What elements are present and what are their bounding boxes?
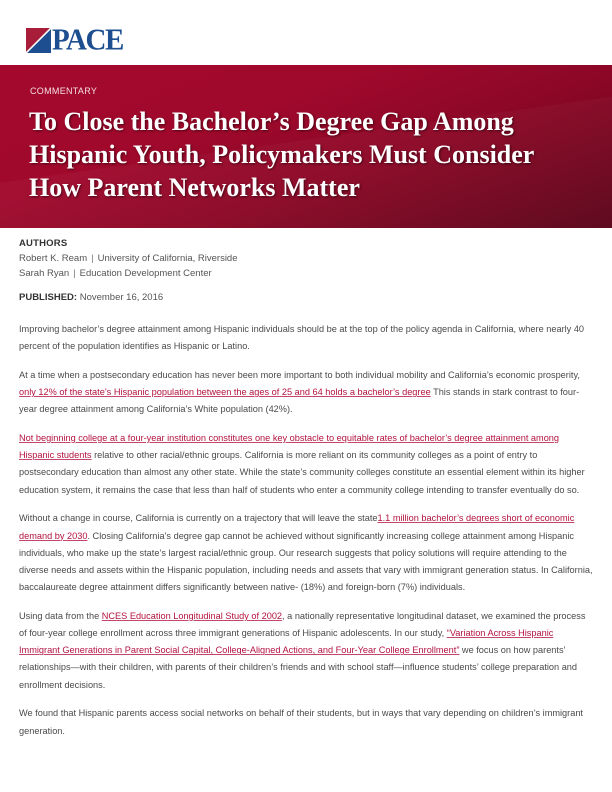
author-affiliation: University of California, Riverside	[97, 253, 238, 264]
paragraph-text: Without a change in course, California is currently on a trajectory that will leave the state	[19, 513, 378, 524]
pace-logo-text: PACE	[52, 23, 123, 57]
article-meta	[19, 238, 238, 303]
paragraph-text: relative to other racial/ethnic groups. California is more reliant on its community colleges as a point of entry to postsecondary education than almost any other state. While the state’s community colleges constitute an essential element within its higher education system, it remains the case that less than half of students who enter a community college intending to transfer eventually do so.	[19, 450, 585, 495]
paragraph-study	[19, 608, 594, 694]
paragraph-degree-gap	[19, 510, 594, 596]
paragraph-text: Improving bachelor’s degree attainment among Hispanic individuals should be at the top of the policy agenda in California, where nearly 40 percent of the population identifies as Hispanic or Latino.	[19, 324, 585, 352]
page-header	[0, 0, 612, 65]
article-title	[29, 105, 589, 204]
author-separator: |	[73, 268, 76, 279]
article-body	[19, 321, 594, 751]
paragraph-text: Using data from the	[19, 610, 102, 621]
paragraph-text: At a time when a postsecondary education has never been more important to both individual mobility and California’s economic prosperity,	[19, 369, 580, 380]
published-value: November 16, 2016	[79, 292, 164, 303]
author-entry	[19, 253, 238, 264]
paragraph-findings	[19, 705, 594, 739]
paragraph-text: We found that Hispanic parents access social networks on behalf of their students, but in ways that vary depending on children’s immigrant generation.	[19, 708, 583, 736]
paragraph-text: This stands in stark contrast to four-year degree attainment among California’s White population (42%).	[19, 387, 580, 415]
article-type-label: COMMENTARY	[30, 86, 98, 96]
paragraph-text: . Closing California’s degree gap cannot be achieved without significantly increasing college attainment among Hispanic individuals, who make up the state’s largest racial/ethnic group. Our research suggests that policy solutions will require attending to the diverse needs and assets within the Hispanic population, including needs and assets that vary with immigrant generation status. In California, baccalaureate degree attainment differs significantly between native- (18%) and foreign-born (7%) individuals.	[19, 530, 593, 593]
paragraph-intro	[19, 321, 594, 355]
published-label: PUBLISHED:	[19, 292, 78, 303]
link-four-year-institution-obstacle[interactable]: Not beginning college at a four-year institution constitutes one key obstacle to equitable rates of bachelor’s degree attainment among Hispanic students	[19, 433, 560, 461]
author-name: Robert K. Ream	[19, 253, 88, 264]
pace-logo-mark-icon	[26, 28, 51, 53]
published-date	[19, 292, 238, 303]
title-line: How Parent Networks Matter	[29, 173, 360, 202]
title-banner	[0, 65, 612, 228]
title-line: Hispanic Youth, Policymakers Must Consider	[29, 140, 535, 169]
link-degrees-short-2030[interactable]: 1.1 million bachelor’s degrees short of economic demand by 2030	[19, 513, 575, 541]
paragraph-text: we focus on how parents’ relationships—with their children, with parents of their children’s friends and with school staff—influence students’ college preparation and enrollment decisions.	[19, 645, 578, 690]
link-nces-els-2002[interactable]: NCES Education Longitudinal Study of 2002	[101, 610, 283, 621]
authors-heading: AUTHORS	[19, 238, 68, 249]
author-name: Sarah Ryan	[19, 268, 70, 279]
pace-logo[interactable]	[26, 23, 123, 57]
author-separator: |	[91, 253, 94, 264]
paragraph-community-college	[19, 430, 594, 499]
title-line: To Close the Bachelor’s Degree Gap Among	[29, 107, 514, 136]
author-affiliation: Education Development Center	[79, 268, 212, 279]
author-entry	[19, 268, 238, 279]
paragraph-attainment	[19, 367, 594, 419]
paragraph-text: , a nationally representative longitudinal dataset, we examined the process of four-year college enrollment across three immigrant generations of Hispanic adolescents. In our study,	[19, 610, 586, 639]
link-hispanic-bachelors-12pct[interactable]: only 12% of the state’s Hispanic population between the ages of 25 and 64 holds a bachelor’s degree	[19, 387, 431, 398]
link-variation-study[interactable]: “Variation Across Hispanic Immigrant Generations in Parent Social Capital, College-Aligned Actions, and Four-Year College Enrollment”	[19, 628, 554, 656]
